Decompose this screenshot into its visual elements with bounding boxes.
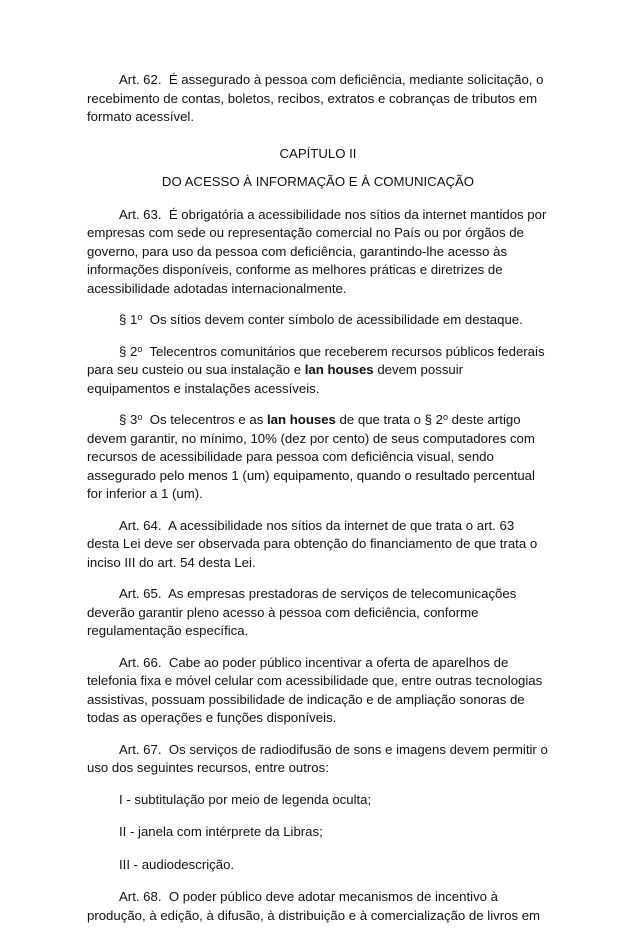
article-text: As empresas prestadoras de serviços de telecomunicações deverão garantir pleno acesso à pessoa com deficiência, conforme regulamentação específica.: [87, 586, 517, 638]
article-label: Art. 67.: [119, 741, 162, 757]
paragraph-label: [119, 412, 142, 427]
article-label: Art. 62.: [119, 72, 162, 87]
article-label: Art. 63.: [119, 206, 162, 222]
article-label: Art. 66.: [119, 654, 162, 670]
article-63: [87, 206, 549, 299]
paragraph-symbol: § 1: [119, 312, 138, 327]
ordinal-indicator: o: [442, 412, 448, 422]
article-66: [87, 654, 549, 728]
paragraph-1: [87, 311, 549, 330]
paragraph-label: [119, 312, 142, 327]
paragraph-symbol: § 2: [119, 343, 138, 359]
chapter-title: CAPÍTULO II: [279, 145, 357, 161]
article-text: É obrigatória a acessibilidade nos sítios da internet mantidos por empresas com sede ou representação comercial no País ou por órgãos de governo, para uso da pessoa com deficiência, garantindo-lhe acesso às informações disponíveis, conforme as melhores práticas e diretrizes de acessibilidade adotadas internacionalmente.: [87, 206, 547, 296]
paragraph-text-before: Os telecentros e as: [149, 412, 264, 427]
ordinal-indicator: o: [137, 412, 143, 422]
bold-term: lan houses: [304, 362, 374, 377]
article-65: [87, 585, 549, 641]
list-item: III - audiodescrição.: [119, 856, 235, 872]
chapter-subtitle: DO ACESSO À INFORMAÇÃO E À COMUNICAÇÃO: [161, 174, 475, 189]
list-item: I - subtitulação por meio de legenda oculta;: [119, 791, 372, 807]
paragraph-3: [87, 411, 549, 504]
document-body: [87, 71, 549, 938]
paragraph-text-before: Telecentros comunitários que receberem recursos públicos federais para seu custeio ou sua instalação e: [87, 343, 545, 377]
article-text: Os serviços de radiodifusão de sons e imagens devem permitir o uso dos seguintes recursos, entre outros:: [87, 741, 548, 775]
article-label: Art. 68.: [119, 889, 162, 904]
article-67: [87, 741, 549, 778]
paragraph-2: [87, 343, 549, 399]
paragraph-text-after: deste artigo devem garantir, no mínimo, 10% (dez por cento) de seus computadores com recursos de acessibilidade para pessoa com deficiência visual, sendo assegurado pelo menos 1 (um) equipamento, quando o resultado percentual for inferior a 1 (um).: [87, 412, 535, 501]
paragraph-symbol: § 3: [119, 412, 138, 427]
article-64: [87, 517, 549, 573]
paragraph-text-mid: de que trata o § 2: [339, 412, 443, 427]
paragraph-text: Os sítios devem conter símbolo de acessibilidade em destaque.: [149, 312, 523, 327]
article-62: [87, 71, 549, 127]
paragraph-text-after: devem possuir equipamentos e instalações acessíveis.: [87, 362, 464, 396]
article-text: É assegurado à pessoa com deficiência, mediante solicitação, o recebimento de contas, boletos, recibos, extratos e cobranças de tributos em formato acessível.: [87, 72, 544, 124]
ordinal-indicator: o: [137, 312, 143, 322]
article-label: Art. 64.: [119, 517, 162, 533]
list-item: II - janela com intérprete da Libras;: [119, 824, 323, 839]
article-text: Cabe ao poder público incentivar a oferta de aparelhos de telefonia fixa e móvel celular com acessibilidade que, entre outras tecnologias assistivas, possuam possibilidade de indicação e de ampliação sonoras de todas as operações e funções disponíveis.: [87, 654, 543, 725]
article-text: A acessibilidade nos sítios da internet de que trata o art. 63 desta Lei deve ser observada para obtenção do financiamento de que trata o inciso III do art. 54 desta Lei.: [87, 517, 538, 570]
article-68: [87, 888, 549, 925]
article-label: Art. 65.: [119, 586, 162, 601]
bold-term: lan houses: [266, 412, 336, 427]
article-text: O poder público deve adotar mecanismos de incentivo à produção, à edição, à difusão, à distribuição e à comercialização de livros em: [87, 889, 541, 923]
paragraph-label: [119, 344, 142, 359]
ordinal-indicator: o: [137, 343, 143, 354]
